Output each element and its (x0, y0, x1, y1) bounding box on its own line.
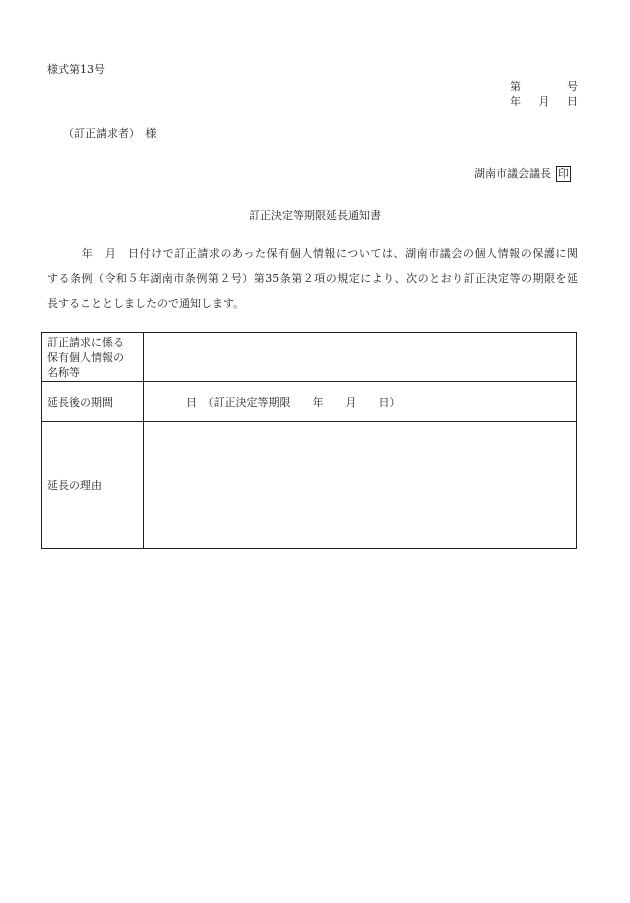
label-line: 保有個人情報の (47, 350, 124, 364)
label-line: 訂正請求に係る (47, 335, 124, 349)
document-number-prefix: 第 (510, 80, 521, 93)
extended-period-label: 延長後の期間 (42, 382, 144, 422)
form-number: 様式第13号 (47, 63, 105, 76)
table-row (42, 333, 577, 382)
extension-reason-value (144, 422, 577, 549)
label-line: 名称等 (47, 365, 80, 379)
date-month: 月 (538, 95, 550, 108)
document-date (510, 95, 578, 108)
extended-period-value: 日 （訂正決定等期限 年 月 日） (144, 382, 577, 422)
date-year: 年 (510, 95, 521, 108)
table-row (42, 382, 577, 422)
personal-info-name-label (42, 333, 144, 382)
date-day: 日 (567, 95, 578, 108)
sender-name: 湖南市議会議長 (474, 167, 551, 181)
extension-reason-label: 延長の理由 (42, 422, 144, 549)
body-line: 年 月 日付けで訂正請求のあった保有個人情報については、湖南市議会の個人情報の保護に関 (47, 247, 578, 260)
body-line: 長することとしましたので通知します。 (47, 297, 245, 310)
personal-info-name-value (144, 333, 577, 382)
sender (474, 166, 571, 182)
body-line: する条例（令和５年湖南市条例第２号）第35条第２項の規定により、次のとおり訂正決定等の期限を延 (47, 272, 578, 285)
body-text (47, 241, 578, 316)
seal-mark: 印 (558, 167, 569, 180)
recipient: （訂正請求者） 様 (63, 127, 157, 140)
table-row (42, 422, 577, 549)
document-number-suffix: 号 (567, 80, 578, 93)
info-table (41, 332, 577, 549)
document-title: 訂正決定等期限延長通知書 (249, 209, 381, 222)
document-number (510, 80, 578, 93)
